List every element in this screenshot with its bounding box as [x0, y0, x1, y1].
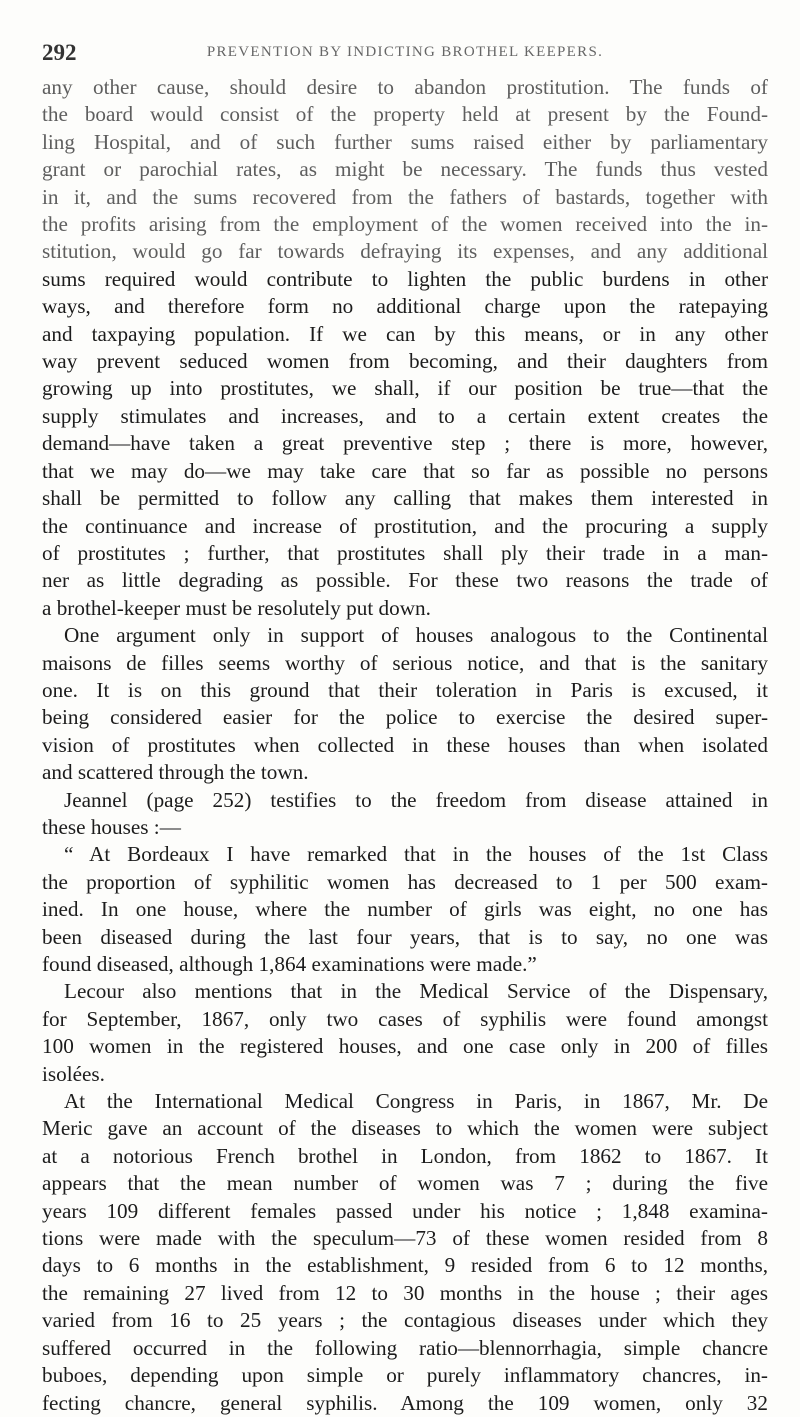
text-line: for September, 1867, only two cases of syphilis were found amongst: [42, 1006, 768, 1031]
text-line: these houses :—: [42, 814, 181, 839]
text-line: and scattered through the town.: [42, 760, 309, 785]
text-line: a brothel-keeper must be resolutely put down.: [42, 595, 431, 620]
text-line: in it, and the sums recovered from the fathers of bastards, together with: [42, 184, 768, 209]
page-number: 292: [42, 40, 77, 65]
text-line: ways, and therefore form no additional charge upon the ratepaying: [42, 294, 768, 319]
text-line: At the International Medical Congress in Paris, in 1867, Mr. De: [64, 1089, 768, 1114]
text-line: “ At Bordeaux I have remarked that in the houses of the 1st Class: [64, 842, 768, 867]
text-line: growing up into prostitutes, we shall, if our position be true—that the: [42, 376, 768, 401]
text-line: at a notorious French brothel in London, from 1862 to 1867. It: [42, 1143, 768, 1168]
text-line: varied from 16 to 25 years ; the contagious diseases under which they: [42, 1308, 768, 1333]
text-line: any other cause, should desire to abandon prostitution. The funds of: [42, 75, 768, 99]
text-line: isolées.: [42, 1061, 105, 1086]
running-head: [42, 40, 768, 74]
text-line: demand—have taken a great preventive step ; there is more, however,: [42, 431, 768, 456]
text-line: vision of prostitutes when collected in these houses than when isolated: [42, 732, 768, 757]
body-text: [42, 74, 768, 1417]
text-line: way prevent seduced women from becoming, and their daughters from: [42, 349, 768, 374]
running-title: PREVENTION BY INDICTING BROTHEL KEEPERS.: [206, 44, 604, 60]
text-line: being considered easier for the police to exercise the desired super-: [42, 705, 768, 730]
text-line: ner as little degrading as possible. For these two reasons the trade of: [42, 568, 768, 593]
text-line: been diseased during the last four years, that is to say, no one was: [42, 924, 768, 949]
text-line: Meric gave an account of the diseases to which the women were subject: [42, 1116, 768, 1141]
text-line: sums required would contribute to lighten the public burdens in other: [42, 266, 768, 291]
text-line: suffered occurred in the following ratio—blennorrhagia, simple chancre: [42, 1335, 768, 1360]
text-line: supply stimulates and increases, and to a certain extent creates the: [42, 403, 768, 428]
text-line: ling Hospital, and of such further sums raised either by parliamentary: [42, 129, 768, 154]
text-line: days to 6 months in the establishment, 9 resided from 6 to 12 months,: [42, 1253, 768, 1278]
text-line: fecting chancre, general syphilis. Among the 109 women, only 32: [42, 1390, 768, 1415]
text-line: years 109 different females passed under his notice ; 1,848 examina-: [42, 1198, 768, 1223]
text-line: buboes, depending upon simple or purely inflammatory chancres, in-: [42, 1363, 768, 1388]
text-line: the profits arising from the employment of the women received into the in-: [42, 212, 768, 237]
text-line: stitution, would go far towards defraying its expenses, and any additional: [42, 239, 768, 264]
text-line: maisons de filles seems worthy of serious notice, and that is the sanitary: [42, 650, 768, 675]
text-line: ined. In one house, where the number of girls was eight, no one has: [42, 897, 768, 922]
text-line: shall be permitted to follow any calling that makes them interested in: [42, 486, 768, 511]
text-line: that we may do—we may take care that so far as possible no persons: [42, 458, 768, 483]
text-line: Lecour also mentions that in the Medical Service of the Dispensary,: [64, 979, 768, 1004]
text-line: the proportion of syphilitic women has decreased to 1 per 500 exam-: [42, 869, 768, 894]
text-line: of prostitutes ; further, that prostitutes shall ply their trade in a man-: [42, 540, 768, 565]
text-line: the continuance and increase of prostitution, and the procuring a supply: [42, 513, 768, 538]
text-line: appears that the mean number of women was 7 ; during the five: [42, 1171, 768, 1196]
text-line: one. It is on this ground that their toleration in Paris is excused, it: [42, 677, 768, 702]
book-page: [42, 40, 768, 1415]
text-line: the remaining 27 lived from 12 to 30 months in the house ; their ages: [42, 1280, 768, 1305]
text-line: One argument only in support of houses analogous to the Continental: [64, 623, 768, 648]
text-line: Jeannel (page 252) testifies to the freedom from disease attained in: [64, 787, 768, 812]
text-line: tions were made with the speculum—73 of these women resided from 8: [42, 1226, 768, 1251]
text-line: found diseased, although 1,864 examinations were made.”: [42, 952, 537, 976]
text-line: the board would consist of the property held at present by the Found-: [42, 102, 768, 127]
text-line: grant or parochial rates, as might be necessary. The funds thus vested: [42, 157, 768, 182]
text-line: 100 women in the registered houses, and one case only in 200 of filles: [42, 1034, 768, 1059]
text-line: and taxpaying population. If we can by this means, or in any other: [42, 321, 768, 346]
